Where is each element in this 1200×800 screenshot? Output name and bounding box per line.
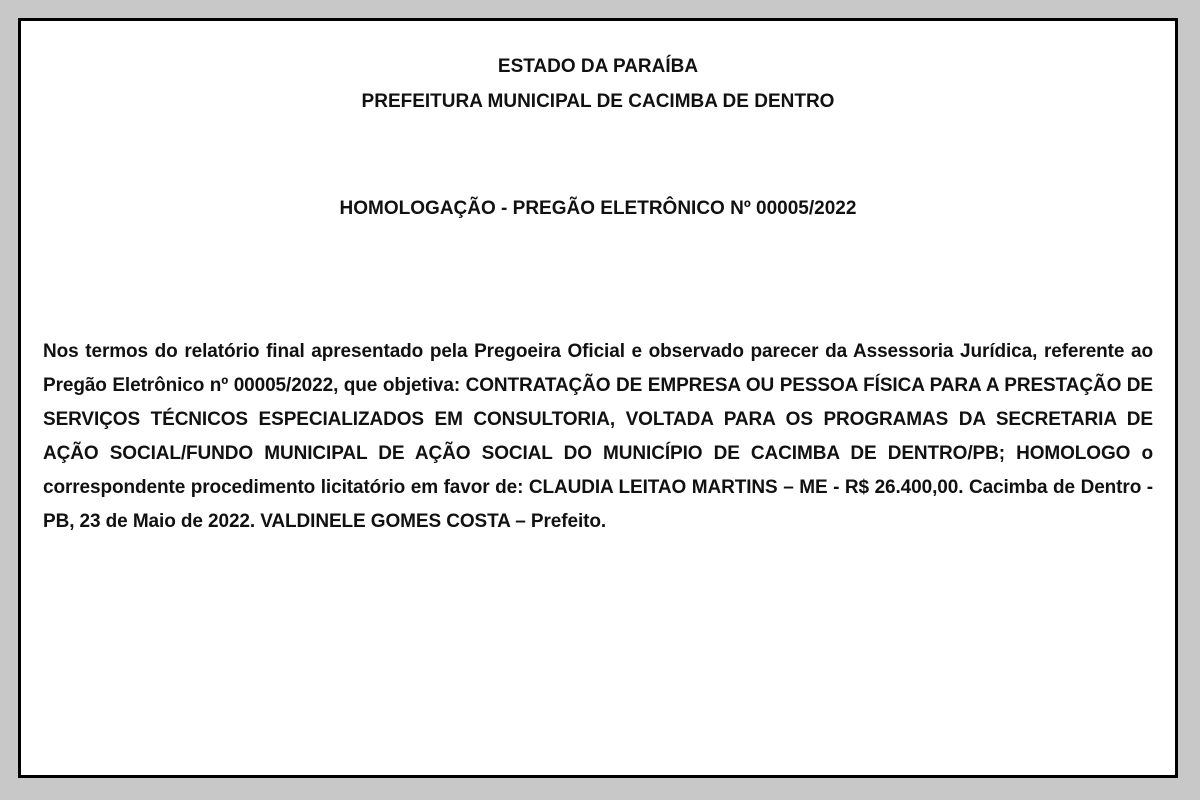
document-title: HOMOLOGAÇÃO - PREGÃO ELETRÔNICO Nº 00005/2022 — [339, 198, 857, 219]
state-header: ESTADO DA PARAÍBA — [497, 56, 699, 77]
municipality-header: PREFEITURA MUNICIPAL DE CACIMBA DE DENTRO — [361, 91, 835, 112]
document-body: Nos termos do relatório final apresentado pela Pregoeira Oficial e observado parecer da Assessoria Jurídica, referente ao Pregão Eletrônico nº 00005/2022, que objetiva: CONTRATAÇÃO DE EMPRESA OU PESSOA FÍSICA PARA A PRESTAÇÃO DE SERVIÇOS TÉCNICOS ESPECIALIZADOS EM CONSULTORIA, VOLTADA PARA OS PROGRAMAS DA SECRETARIA DE AÇÃO SOCIAL/FUNDO MUNICIPAL DE AÇÃO SOCIAL DO MUNICÍPIO DE CACIMBA DE DENTRO/PB; HOMOLOGO o correspondente procedimento licitatório em favor de: CLAUDIA LEITAO MARTINS – ME - R$ 26.400,00. Cacimba de Dentro - PB, 23 de Maio de 2022. VALDINELE GOMES COSTA – Prefeito. — [43, 341, 1153, 532]
notice-frame — [18, 18, 1178, 778]
